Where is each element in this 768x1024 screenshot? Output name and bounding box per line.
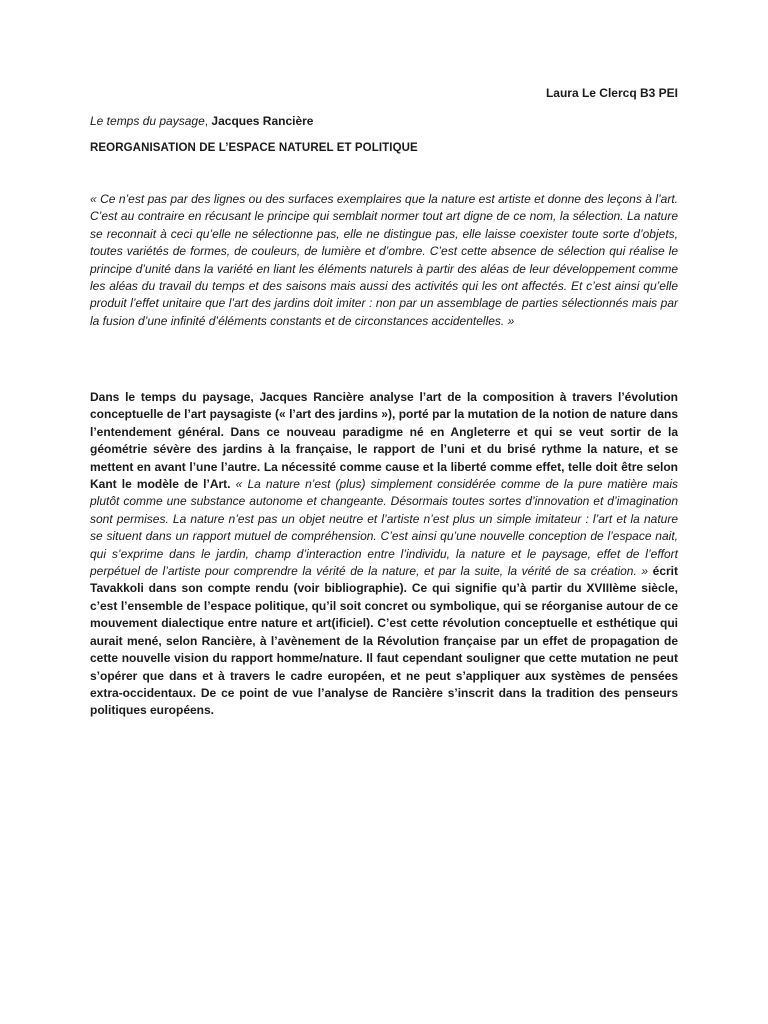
book-title: Le temps du paysage [90, 114, 205, 128]
opening-quote: « Ce n’est pas par des lignes ou des surfaces exemplaires que la nature est artiste et donne des leçons à l’art. C’est au contraire en récusant le principe qui semblait normer tout art digne de ce nom, la sélection. La nature se reconnait à ceci qu’elle ne sélectionne pas, elle ne distingue pas, elle laisse coexister toute sorte d’objets, toutes variétés de formes, de couleurs, de lumière et d’ombre. C’est cette absence de sélection qui réalise le principe d’unité dans la variété en liant les éléments naturels à partir des aléas de leur développement comme les aléas du travail du temps et des saisons mais aussi des activités qui les ont affectés. Et c’est ainsi qu’elle produit l’effet unitaire que l’art des jardins doit imiter : non par un assemblage de parties sélectionnés mais par la fusion d’une infinité d’éléments constants et de circonstances accidentelles. » [90, 192, 678, 328]
author-line: Laura Le Clercq B3 PEI [545, 86, 678, 100]
book-author: Jacques Rancière [211, 114, 314, 128]
analysis-part-3: écrit Tavakkoli dans son compte rendu (voir bibliographie). Ce qui signifie qu’à partir du XVIIIème siècle, c’est l’ensemble de l’espace politique, qu’il soit concret ou symbolique, qui se réorganise autour de ce mouvement dialectique entre nature et art(ificiel). C’est cette révolution conceptuelle et esthétique qui aurait mené, selon Rancière, à l’avènement de la Révolution française par un effet de propagation de cette nouvelle vision du rapport homme/nature. Il faut cependant souligner que cette mutation ne peut s’opérer que dans et à travers le cadre européen, et ne peut s’appliquer aux systèmes de pensées extra-occidentaux. De ce point de vue l’analyse de Rancière s’inscrit dans la tradition des penseurs politiques européens. [90, 564, 678, 718]
title-line [90, 114, 313, 128]
title-separator: , [204, 114, 212, 128]
analysis-quote: « La nature n’est (plus) simplement considérée comme de la pure matière mais plutôt comme une substance autonome et changeante. Désormais toutes sortes d’innovation et d’imagination sont permises. La nature n’est pas un objet neutre et l’artiste n’est plus un simple imitateur : l’art et la nature se situent dans un rapport mutuel de compréhension. C’est ainsi qu’une nouvelle conception de l’espace nait, qui s’exprime dans le jardin, champ d’interaction entre l’individu, la nature et le paysage, effet de l’effort perpétuel de l’artiste pour comprendre la vérité de la nature, et par la suite, la vérité de sa création. » [90, 477, 678, 579]
section-heading: REORGANISATION DE L’ESPACE NATUREL ET POLITIQUE [90, 142, 418, 154]
analysis-part-1: Dans le temps du paysage, Jacques Rancière analyse l’art de la composition à travers l’évolution conceptuelle de l’art paysagiste (« l’art des jardins »), porté par la mutation de la notion de nature dans l’entendement général. Dans ce nouveau paradigme né en Angleterre et qui se veut sortir de la géométrie sévère des jardins à la française, le rapport de l’uni et du brisé rythme la nature, et se mettent en avant l’une l’autre. La nécessité comme cause et la liberté comme effet, telle doit être selon Kant le modèle de l’Art. [90, 390, 678, 492]
analysis-paragraph [90, 389, 678, 720]
